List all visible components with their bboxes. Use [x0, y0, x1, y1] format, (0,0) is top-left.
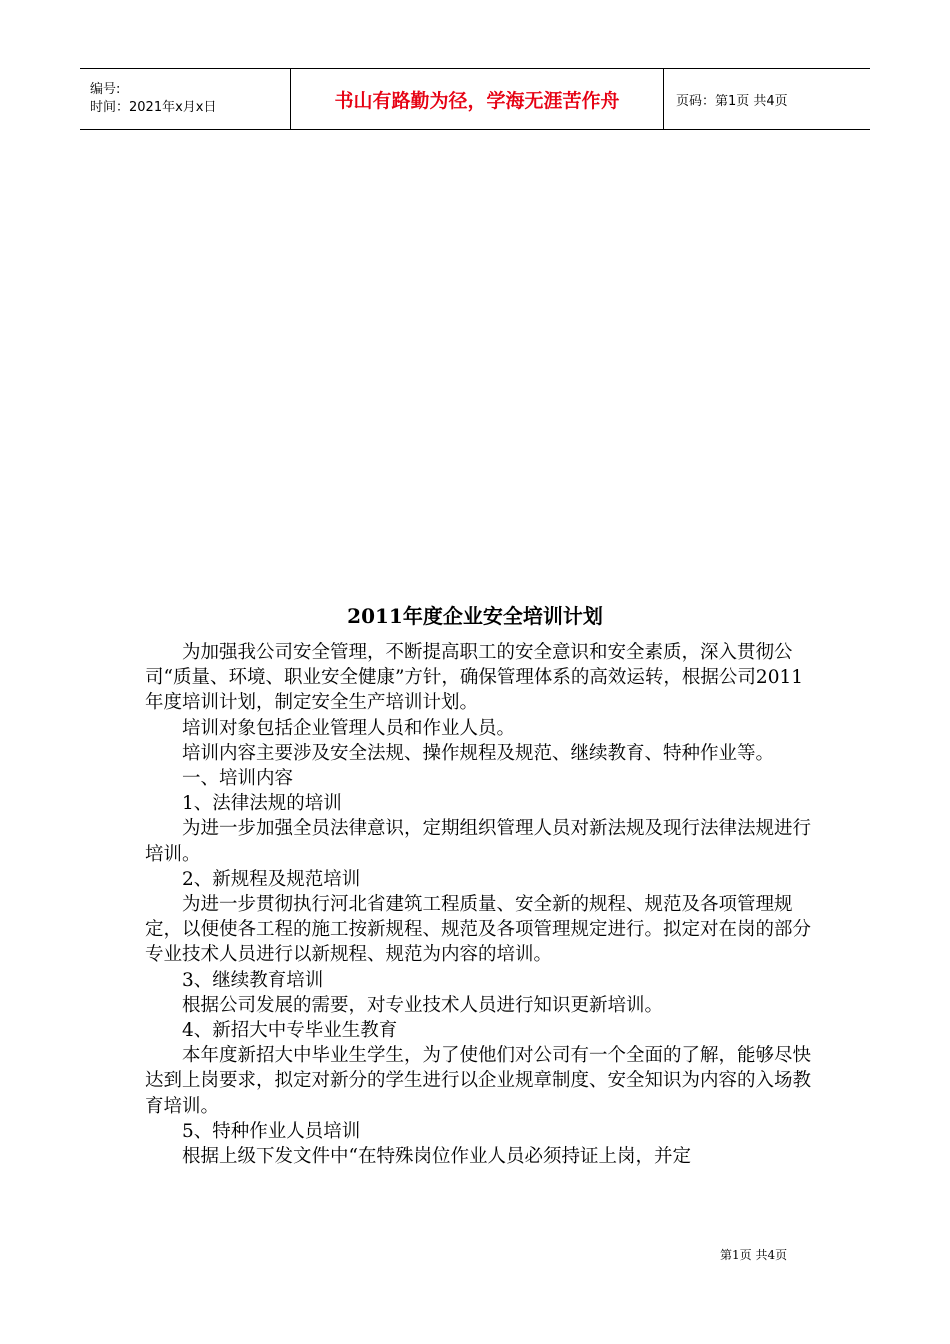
paragraph-new-graduates: 本年度新招大中毕业生学生，为了使他们对公司有一个全面的了解，能够尽快达到上岗要求，拟定对新分的学生进行以企业规章制度、安全知识为内容的入场教育培训。 — [145, 1045, 812, 1117]
date-label: 时间：2021年x月x日 — [90, 100, 217, 115]
subsection-heading-special-operations: 5、特种作业人员培训 — [182, 1120, 361, 1142]
document-title: 2011年度企业安全培训计划 — [347, 604, 603, 628]
header-motto: 书山有路勤为径，学海无涯苦作舟 — [291, 69, 664, 129]
document-body — [145, 640, 815, 1169]
header-page-info: 页码：第1页 共4页 — [676, 93, 788, 109]
paragraph-regulations: 为进一步贯彻执行河北省建筑工程质量、安全新的规程、规范及各项管理规定，以便使各工程的施工按新规程、规范及各项管理规定进行。拟定对在岗的部分专业技术人员进行以新规程、规范为内容的培训。 — [145, 894, 812, 966]
section-heading-training-content: 一、培训内容 — [182, 768, 294, 790]
paragraph-intro: 为加强我公司安全管理，不断提高职工的安全意识和安全素质，深入贯彻公司“质量、环境、职业安全健康”方针，确保管理体系的高效运转，根据公司2011年度培训计划，制定安全生产培训计划。 — [145, 642, 803, 714]
paragraph-continuing-education: 根据公司发展的需要，对专业技术人员进行知识更新培训。 — [182, 994, 664, 1016]
subsection-heading-regulations: 2、新规程及规范培训 — [182, 868, 361, 890]
subsection-heading-continuing-education: 3、继续教育培训 — [182, 969, 324, 991]
paragraph-training-targets: 培训对象包括企业管理人员和作业人员。 — [182, 717, 516, 739]
serial-number-label: 编号: — [90, 82, 121, 97]
paragraph-laws: 为进一步加强全员法律意识，定期组织管理人员对新法规及现行法律法规进行培训。 — [145, 818, 812, 865]
page-header — [80, 68, 870, 130]
subsection-heading-laws: 1、法律法规的培训 — [182, 793, 342, 815]
paragraph-training-scope: 培训内容主要涉及安全法规、操作规程及规范、继续教育、特种作业等。 — [182, 742, 775, 764]
header-meta — [80, 69, 291, 129]
page-footer: 第1页 共4页 — [720, 1248, 788, 1262]
subsection-heading-new-graduates: 4、新招大中专毕业生教育 — [182, 1020, 398, 1042]
paragraph-special-operations: 根据上级下发文件中“在特殊岗位作业人员必须持证上岗，并定 — [182, 1146, 691, 1168]
